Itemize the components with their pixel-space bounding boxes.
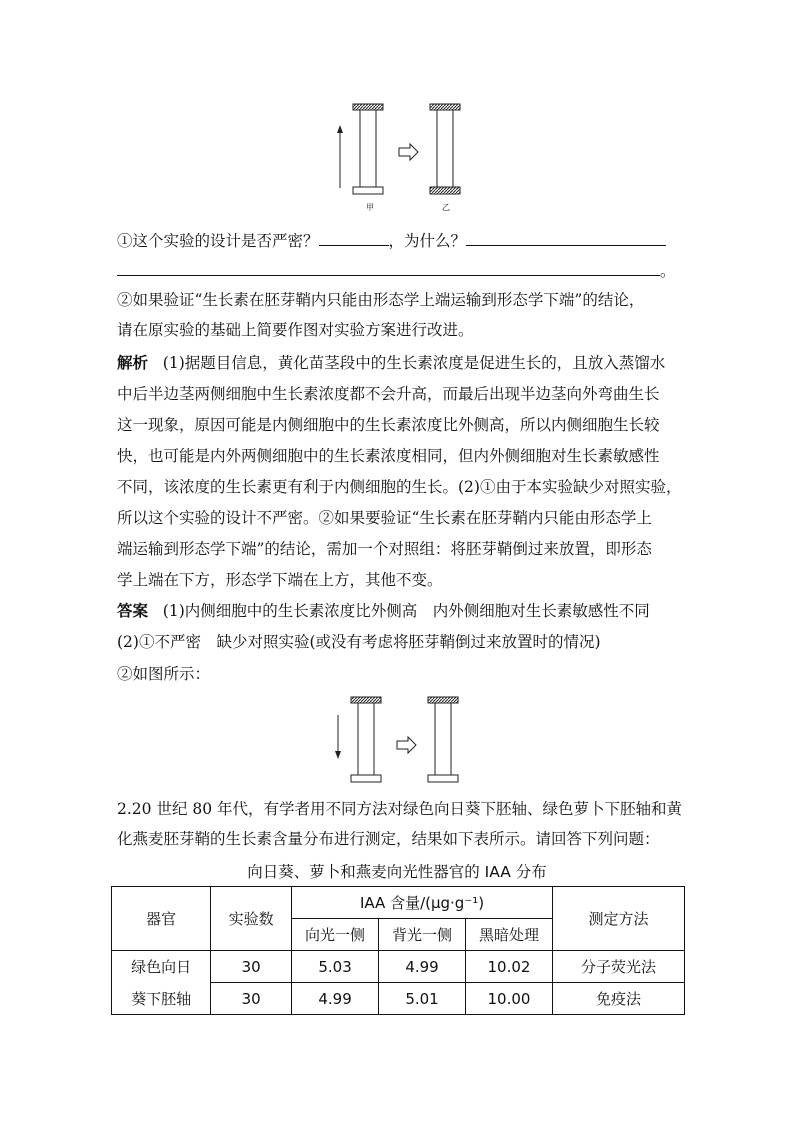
cell-count: 30 xyxy=(211,983,292,1015)
answer-line-3: ②如图所示： xyxy=(117,665,211,683)
analysis-line-2: 中后半边茎两侧细胞中生长素浓度都不会升高，而最后出现半边茎向外弯曲生长 xyxy=(117,385,660,403)
header-method: 测定方法 xyxy=(552,887,684,951)
table-row xyxy=(112,951,685,983)
cell-back: 5.01 xyxy=(379,983,466,1015)
question-2-line1: 2.20 世纪 80 年代，有学者用不同方法对绿色向日葵下胚轴、绿色萝卜下胚轴和黄 xyxy=(117,800,683,818)
analysis-line-6: 所以这个实验的设计不严密。②如果要验证“生长素在胚芽鞘内只能由形态学上 xyxy=(117,509,652,527)
arrow-right-icon xyxy=(399,144,418,160)
cell-dark: 10.00 xyxy=(466,983,553,1015)
header-organ: 器官 xyxy=(112,887,211,951)
question-part-1-why: ，为什么？ xyxy=(388,232,467,250)
arrow-up-icon xyxy=(337,125,343,188)
tube-right-inverted xyxy=(428,697,458,782)
analysis-line-3: 这一现象，原因可能是内侧细胞中的生长素浓度比外侧高，所以内侧细胞生长较 xyxy=(117,416,660,434)
figure-setup-improved xyxy=(328,693,468,793)
header-iaa: IAA 含量/(μg·g⁻¹) xyxy=(292,887,553,919)
tube-left-inverted xyxy=(351,697,381,782)
cell-organ-2: 葵下胚轴 xyxy=(112,983,211,1015)
table-row xyxy=(112,983,685,1015)
header-light-side: 向光一侧 xyxy=(292,919,379,951)
arrow-right-icon xyxy=(397,737,416,753)
tube-right xyxy=(430,104,460,194)
question-part-2-line1: ②如果验证“生长素在胚芽鞘内只能由形态学上端运输到形态学下端”的结论， xyxy=(117,291,645,309)
question-part-1 xyxy=(117,229,666,251)
analysis-line-8: 学上端在下方，形态学下端在上方，其他不变。 xyxy=(117,571,443,589)
tube-left xyxy=(353,104,383,194)
header-back-side: 背光一侧 xyxy=(379,919,466,951)
analysis-line-4: 快，也可能是内外两侧细胞中的生长素浓度相同，但内外侧细胞对生长素敏感性 xyxy=(117,447,660,465)
answer-label: 答案 xyxy=(117,602,149,620)
figure-label-right: 乙 xyxy=(442,203,450,212)
answer-text-1: (1)内侧细胞中的生长素浓度比外侧高 内外侧细胞对生长素敏感性不同 xyxy=(162,602,650,620)
answer-blank-3[interactable] xyxy=(117,259,660,276)
header-count: 实验数 xyxy=(211,887,292,951)
cell-organ-1: 绿色向日 xyxy=(112,951,211,983)
answer-blank-2[interactable] xyxy=(466,229,666,246)
iaa-table xyxy=(111,886,685,1015)
analysis-line-1 xyxy=(117,353,665,373)
analysis-text-1: (1)据题目信息，黄化苗茎段中的生长素浓度是促进生长的，且放入蒸馏水 xyxy=(162,354,666,372)
question-2-line2: 化燕麦胚芽鞘的生长素含量分布进行测定，结果如下表所示。请回答下列问题： xyxy=(117,830,660,848)
cell-dark: 10.02 xyxy=(466,951,553,983)
cell-count: 30 xyxy=(211,951,292,983)
question-part-1-continued xyxy=(117,259,676,281)
cell-method: 免疫法 xyxy=(552,983,684,1015)
analysis-line-7: 端运输到形态学下端”的结论，需加一个对照组：将胚芽鞘倒过来放置，即形态 xyxy=(117,540,652,558)
cell-method: 分子荧光法 xyxy=(552,951,684,983)
analysis-line-5: 不同，该浓度的生长素更有利于内侧细胞的生长。(2)①由于本实验缺少对照实验， xyxy=(117,478,682,496)
answer-line-1 xyxy=(117,601,650,621)
cell-light: 4.99 xyxy=(292,983,379,1015)
answer-line-2: (2)①不严密 缺少对照实验(或没有考虑将胚芽鞘倒过来放置时的情况) xyxy=(117,633,601,651)
answer-blank-1[interactable] xyxy=(319,229,389,246)
question-part-1-end: 。 xyxy=(660,262,676,280)
cell-light: 5.03 xyxy=(292,951,379,983)
figure-label-left: 甲 xyxy=(366,203,374,212)
question-part-1-text: ①这个实验的设计是否严密？ xyxy=(117,232,319,250)
arrow-down-icon xyxy=(335,715,341,759)
cell-back: 4.99 xyxy=(379,951,466,983)
table-caption: 向日葵、萝卜和燕麦向光性器官的 IAA 分布 xyxy=(247,863,547,881)
question-part-2-line2: 请在原实验的基础上简要作图对实验方案进行改进。 xyxy=(117,321,474,339)
figure-setup-original xyxy=(330,100,470,215)
analysis-label: 解析 xyxy=(117,354,149,372)
header-dark: 黑暗处理 xyxy=(466,919,553,951)
